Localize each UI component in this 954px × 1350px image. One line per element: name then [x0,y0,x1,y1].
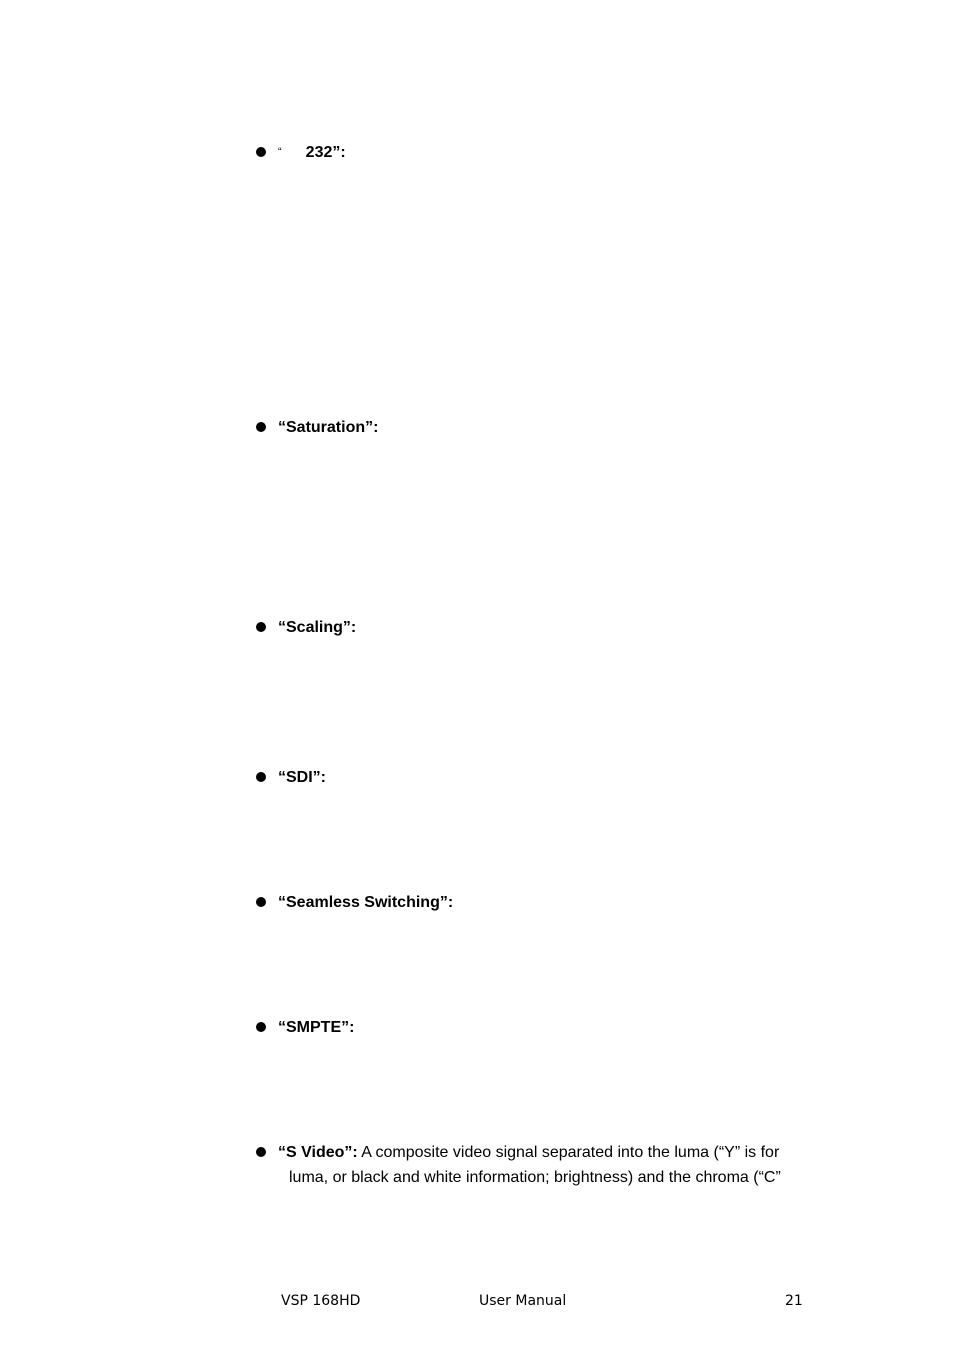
bullet-icon [256,772,266,782]
footer-page-number: 21 [785,1293,803,1309]
glossary-term: “Seamless Switching”: [278,894,454,911]
footer-doc-title: User Manual [479,1293,567,1309]
bullet-icon [256,1147,266,1157]
glossary-item-smpte [256,1015,816,1040]
open-quote: “ [278,146,282,158]
bullet-icon [256,1022,266,1032]
glossary-term: “Scaling”: [278,619,357,636]
glossary-item-232 [256,140,816,165]
glossary-item-seamless-switching [256,890,816,915]
glossary-term: 232”: [305,144,346,161]
glossary-item-sdi [256,765,816,790]
glossary-term: “SDI”: [278,769,326,786]
bullet-icon [256,422,266,432]
glossary-item-saturation [256,415,816,440]
glossary-term: “Saturation”: [278,419,379,436]
glossary-term: “S Video”: [278,1144,358,1161]
bullet-icon [256,147,266,157]
bullet-icon [256,622,266,632]
glossary-item-s-video [256,1140,816,1190]
bullet-icon [256,897,266,907]
footer-product: VSP 168HD [281,1293,361,1309]
glossary-term: “SMPTE”: [278,1019,355,1036]
glossary-description: A composite video signal separated into the luma (“Y” is for luma, or black and white information; brightness) and the chroma (“C” [289,1144,781,1186]
glossary-item-scaling [256,615,816,640]
